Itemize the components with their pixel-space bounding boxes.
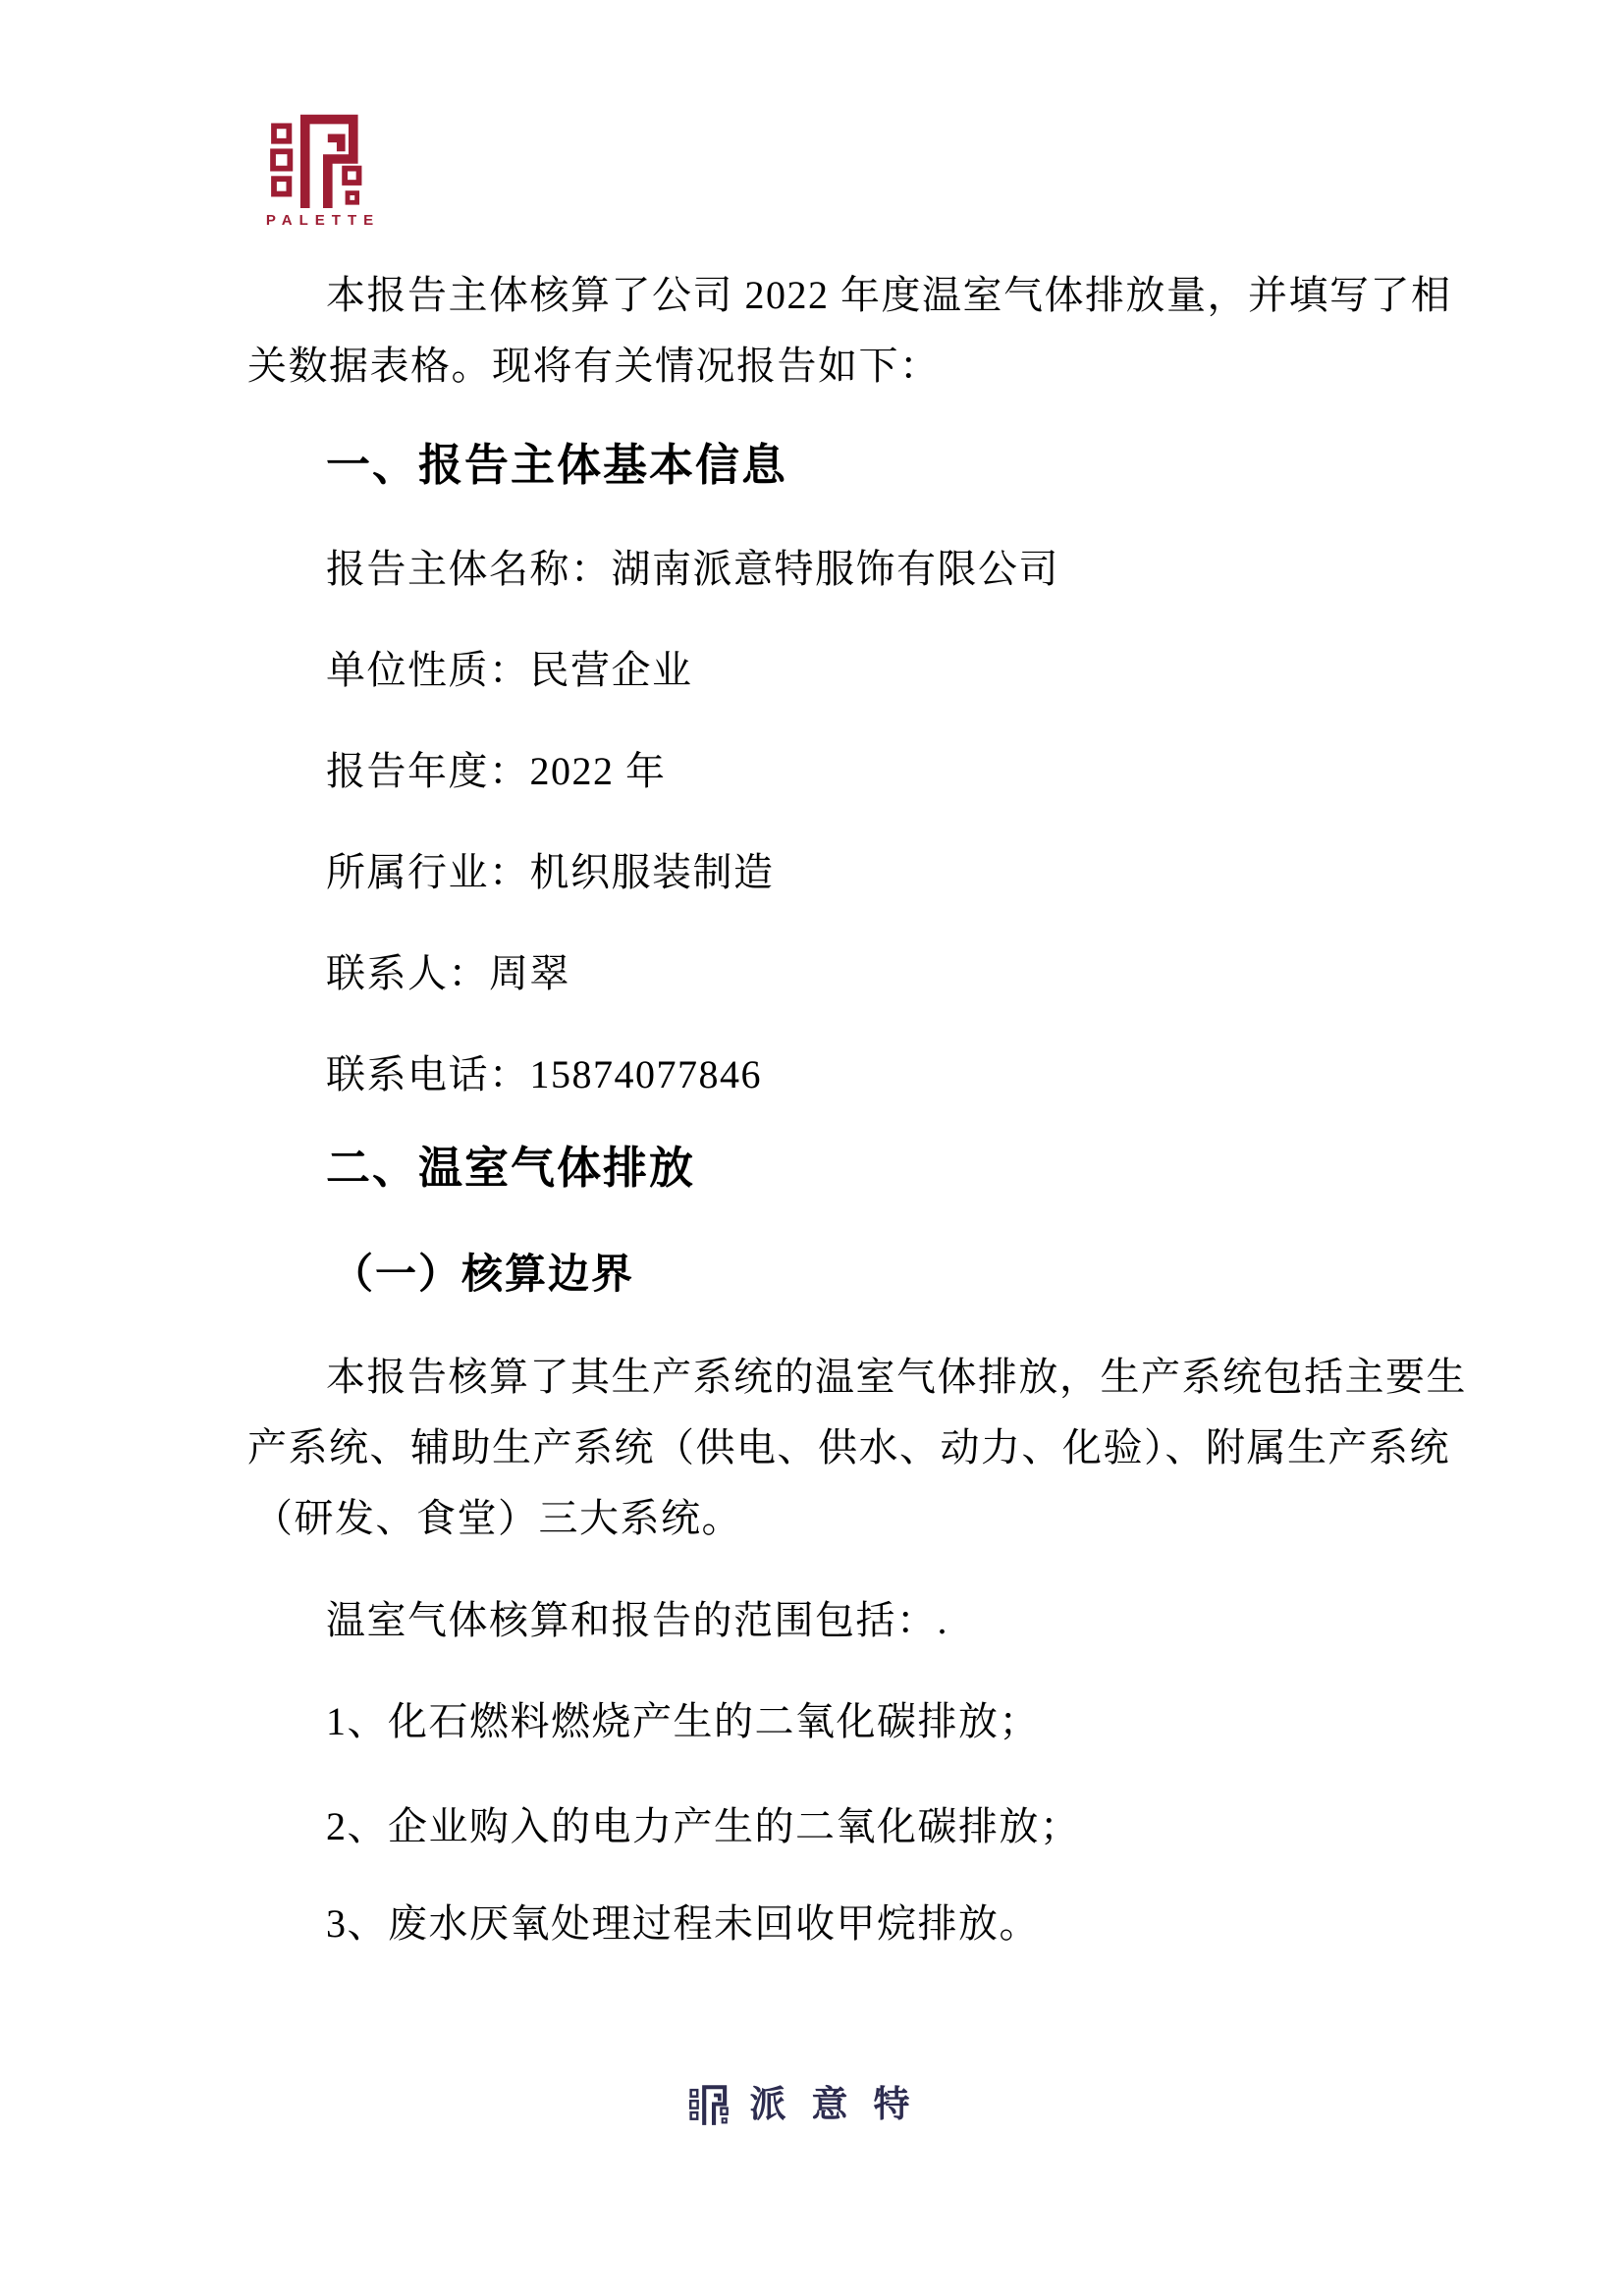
boundary-line-3: （研发、食堂）三大系统。 bbox=[253, 1496, 742, 1540]
section-1-heading: 一、报告主体基本信息 bbox=[326, 440, 788, 490]
entity-name-line: 报告主体名称：湖南派意特服饰有限公司 bbox=[326, 547, 1059, 591]
scope-item-2: 2、企业购入的电力产生的二氧化碳排放； bbox=[326, 1804, 1081, 1848]
scope-intro-line: 温室气体核算和报告的范围包括：. bbox=[326, 1598, 948, 1642]
contact-phone-line: 联系电话：15874077846 bbox=[326, 1052, 762, 1096]
header-logo-wordmark: PALETTE bbox=[265, 212, 381, 229]
section-2-heading: 二、温室气体排放 bbox=[326, 1143, 696, 1193]
boundary-line-1: 本报告核算了其生产系统的温室气体排放，生产系统包括主要生 bbox=[326, 1355, 1467, 1399]
scope-item-3: 3、废水厌氧处理过程未回收甲烷排放。 bbox=[326, 1901, 1040, 1946]
entity-type-line: 单位性质：民营企业 bbox=[326, 648, 693, 692]
header-logo bbox=[265, 110, 381, 229]
boundary-line-2: 产系统、辅助生产系统（供电、供水、动力、化验）、附属生产系统 bbox=[247, 1425, 1450, 1469]
paiyite-logo-icon bbox=[689, 2083, 734, 2125]
report-year-line: 报告年度：2022 年 bbox=[326, 749, 667, 793]
footer-wordmark: 派意特 bbox=[749, 2084, 936, 2124]
footer-brand bbox=[0, 2083, 1624, 2125]
intro-line-1: 本报告主体核算了公司 2022 年度温室气体排放量，并填写了相 bbox=[326, 273, 1452, 317]
industry-line: 所属行业：机织服装制造 bbox=[326, 850, 775, 894]
scope-item-1: 1、化石燃料燃烧产生的二氧化碳排放； bbox=[326, 1699, 1040, 1743]
contact-person-line: 联系人：周翠 bbox=[326, 951, 570, 995]
intro-line-2: 关数据表格。现将有关情况报告如下： bbox=[247, 344, 941, 388]
subsection-1-heading: （一）核算边界 bbox=[332, 1251, 635, 1297]
palette-logo-icon bbox=[270, 110, 376, 208]
